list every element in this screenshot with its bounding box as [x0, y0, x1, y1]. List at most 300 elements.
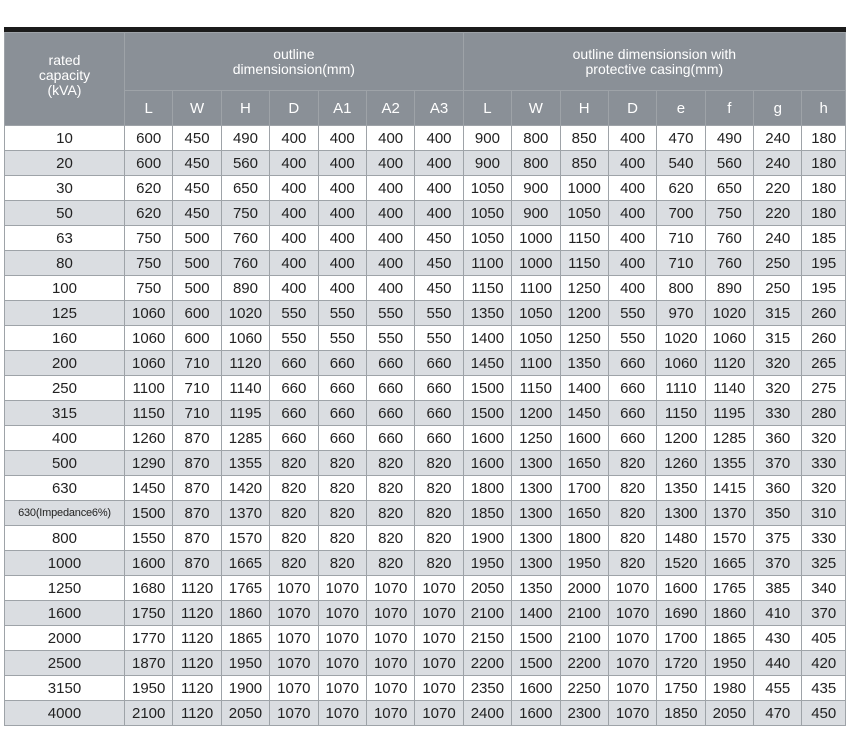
casing-dimension-cell: 820: [608, 501, 656, 526]
casing-dimension-cell: 900: [512, 201, 560, 226]
casing-dimension-cell: 1860: [705, 601, 753, 626]
outline-dimension-cell: 660: [318, 376, 366, 401]
outline-dimension-cell: 710: [173, 401, 221, 426]
casing-dimension-cell: 1800: [463, 476, 511, 501]
casing-dimension-cell: 250: [754, 251, 802, 276]
outline-dimension-cell: 660: [366, 376, 414, 401]
rated-capacity-cell: 50: [5, 201, 125, 226]
outline-dimension-cell: 400: [270, 226, 318, 251]
outline-dimension-cell: 870: [173, 451, 221, 476]
outline-dimension-cell: 1750: [124, 601, 172, 626]
casing-dimension-cell: 1350: [512, 576, 560, 601]
outline-dimension-cell: 1860: [221, 601, 269, 626]
casing-dimension-cell: 1450: [463, 351, 511, 376]
casing-dimension-cell: 240: [754, 126, 802, 151]
outline-dimension-cell: 1070: [366, 626, 414, 651]
table-row: [5, 426, 846, 451]
casing-dimension-cell: 1300: [512, 501, 560, 526]
casing-dimension-cell: 1150: [463, 276, 511, 301]
casing-dimension-cell: 435: [802, 676, 846, 701]
casing-dimension-cell: 1070: [608, 601, 656, 626]
rated-capacity-cell: 10: [5, 126, 125, 151]
outline-dimension-cell: 710: [173, 351, 221, 376]
casing-column-header: H: [560, 91, 608, 126]
casing-dimension-cell: 400: [608, 251, 656, 276]
casing-dimension-cell: 1450: [560, 401, 608, 426]
outline-dimension-cell: 760: [221, 251, 269, 276]
rated-capacity-cell: 250: [5, 376, 125, 401]
casing-dimension-cell: 1070: [608, 701, 656, 726]
casing-dimension-cell: 400: [608, 201, 656, 226]
casing-dimension-cell: 550: [608, 301, 656, 326]
casing-column-header: W: [512, 91, 560, 126]
outline-dimension-cell: 550: [270, 326, 318, 351]
outline-dimension-cell: 1070: [415, 576, 463, 601]
outline-dimension-cell: 1600: [124, 551, 172, 576]
casing-dimension-cell: 470: [657, 126, 705, 151]
outline-dimension-cell: 1120: [173, 626, 221, 651]
casing-dimension-cell: 1350: [463, 301, 511, 326]
outline-dimension-cell: 450: [415, 226, 463, 251]
casing-dimension-cell: 1750: [657, 676, 705, 701]
outline-dimension-cell: 660: [415, 401, 463, 426]
rated-capacity-cell: 3150: [5, 676, 125, 701]
outline-dimension-cell: 660: [415, 351, 463, 376]
casing-dimension-cell: 620: [657, 176, 705, 201]
casing-dimension-cell: 360: [754, 476, 802, 501]
casing-dimension-cell: 1050: [463, 201, 511, 226]
casing-dimension-cell: 180: [802, 151, 846, 176]
outline-dimension-cell: 1120: [173, 701, 221, 726]
table-row: [5, 601, 846, 626]
casing-dimension-cell: 2000: [560, 576, 608, 601]
casing-dimension-cell: 750: [705, 201, 753, 226]
outline-dimension-cell: 820: [318, 526, 366, 551]
outline-dimension-cell: 820: [366, 451, 414, 476]
outline-dimension-cell: 1870: [124, 651, 172, 676]
outline-dimension-cell: 660: [270, 351, 318, 376]
outline-dimension-cell: 820: [270, 501, 318, 526]
outline-dimension-cell: 820: [270, 476, 318, 501]
outline-dimension-cell: 400: [270, 151, 318, 176]
outline-column-header: A3: [415, 91, 463, 126]
casing-dimension-cell: 185: [802, 226, 846, 251]
casing-dimension-cell: 820: [608, 476, 656, 501]
casing-dimension-cell: 2250: [560, 676, 608, 701]
casing-dimension-cell: 430: [754, 626, 802, 651]
casing-dimension-cell: 1600: [463, 426, 511, 451]
outline-dimension-cell: 1070: [318, 676, 366, 701]
casing-dimension-cell: 1980: [705, 676, 753, 701]
outline-group-line: dimensionsion(mm): [232, 60, 355, 77]
outline-dimension-cell: 400: [366, 226, 414, 251]
outline-dimension-cell: 1070: [415, 601, 463, 626]
outline-dimension-cell: 1070: [366, 651, 414, 676]
casing-dimension-cell: 1050: [512, 326, 560, 351]
casing-dimension-cell: 450: [802, 701, 846, 726]
casing-dimension-cell: 1060: [657, 351, 705, 376]
outline-dimension-cell: 1770: [124, 626, 172, 651]
outline-dimension-cell: 1120: [173, 576, 221, 601]
outline-dimension-cell: 820: [318, 476, 366, 501]
casing-dimension-cell: 650: [705, 176, 753, 201]
outline-dimension-cell: 1900: [221, 676, 269, 701]
rated-capacity-cell: 20: [5, 151, 125, 176]
casing-dimension-cell: 260: [802, 301, 846, 326]
outline-dimension-cell: 400: [318, 201, 366, 226]
outline-dimension-cell: 1070: [270, 601, 318, 626]
outline-dimension-cell: 1070: [318, 701, 366, 726]
casing-dimension-cell: 400: [608, 226, 656, 251]
table-row: [5, 201, 846, 226]
table-row: [5, 526, 846, 551]
casing-dimension-cell: 820: [608, 551, 656, 576]
outline-dimension-cell: 2050: [221, 701, 269, 726]
casing-dimension-cell: 1500: [463, 401, 511, 426]
outline-dimension-cell: 1865: [221, 626, 269, 651]
casing-group-line: protective casing(mm): [585, 60, 724, 77]
rated-capacity-cell: 1250: [5, 576, 125, 601]
casing-dimension-cell: 400: [608, 151, 656, 176]
casing-column-header: f: [705, 91, 753, 126]
outline-dimension-cell: 490: [221, 126, 269, 151]
casing-dimension-cell: 275: [802, 376, 846, 401]
casing-dimension-cell: 1850: [657, 701, 705, 726]
casing-dimension-cell: 1850: [463, 501, 511, 526]
casing-dimension-cell: 410: [754, 601, 802, 626]
casing-dimension-cell: 1110: [657, 376, 705, 401]
casing-dimension-cell: 1050: [560, 201, 608, 226]
outline-dimension-cell: 400: [318, 276, 366, 301]
outline-dimension-cell: 550: [318, 301, 366, 326]
casing-dimension-cell: 1690: [657, 601, 705, 626]
rated-capacity-cell: 30: [5, 176, 125, 201]
outline-dimension-cell: 400: [415, 126, 463, 151]
casing-dimension-cell: 1370: [705, 501, 753, 526]
casing-dimension-cell: 1200: [512, 401, 560, 426]
outline-dimension-cell: 820: [415, 476, 463, 501]
outline-dimension-cell: 750: [124, 251, 172, 276]
table-row: [5, 276, 846, 301]
outline-dimension-cell: 820: [318, 551, 366, 576]
casing-dimension-cell: 850: [560, 151, 608, 176]
outline-dimension-cell: 1070: [270, 651, 318, 676]
casing-dimension-cell: 470: [754, 701, 802, 726]
outline-dimension-cell: 1070: [270, 576, 318, 601]
casing-dimension-cell: 700: [657, 201, 705, 226]
casing-dimension-cell: 310: [802, 501, 846, 526]
outline-dimension-cell: 1290: [124, 451, 172, 476]
table-row: [5, 401, 846, 426]
casing-dimension-cell: 370: [754, 451, 802, 476]
casing-dimension-cell: 1865: [705, 626, 753, 651]
rated-capacity-cell: 630: [5, 476, 125, 501]
casing-dimension-cell: 1400: [560, 376, 608, 401]
outline-dimension-cell: 450: [173, 151, 221, 176]
casing-dimension-cell: 1600: [463, 451, 511, 476]
outline-dimension-cell: 870: [173, 526, 221, 551]
rated-capacity-line: rated: [48, 52, 81, 68]
outline-column-header: H: [221, 91, 269, 126]
outline-dimension-cell: 1285: [221, 426, 269, 451]
outline-dimension-cell: 620: [124, 201, 172, 226]
outline-group-line: outline: [273, 45, 315, 62]
table-row: [5, 326, 846, 351]
rated-capacity-cell: 100: [5, 276, 125, 301]
outline-dimension-cell: 1070: [415, 701, 463, 726]
outline-dimension-cell: 750: [124, 276, 172, 301]
rated-capacity-cell: 400: [5, 426, 125, 451]
outline-dimension-cell: 400: [270, 251, 318, 276]
casing-dimension-cell: 1250: [560, 276, 608, 301]
outline-dimension-cell: 750: [221, 201, 269, 226]
casing-dimension-cell: 1150: [512, 376, 560, 401]
outline-dimension-cell: 450: [173, 201, 221, 226]
outline-dimension-cell: 660: [415, 376, 463, 401]
casing-dimension-cell: 660: [608, 376, 656, 401]
casing-group-line: outline dimensionsion with: [572, 45, 737, 62]
casing-dimension-cell: 550: [608, 326, 656, 351]
outline-dimension-cell: 400: [318, 251, 366, 276]
outline-dimension-cell: 600: [124, 126, 172, 151]
casing-dimension-cell: 195: [802, 276, 846, 301]
outline-dimension-cell: 400: [366, 276, 414, 301]
casing-dimension-cell: 760: [705, 226, 753, 251]
outline-dimension-cell: 1950: [124, 676, 172, 701]
rated-capacity-cell: 315: [5, 401, 125, 426]
outline-dimension-cell: 1260: [124, 426, 172, 451]
table-row: [5, 376, 846, 401]
table-row: [5, 676, 846, 701]
casing-dimension-cell: 405: [802, 626, 846, 651]
table-body: [5, 126, 846, 726]
outline-dimension-cell: 1150: [124, 401, 172, 426]
outline-dimension-cell: 870: [173, 426, 221, 451]
casing-dimension-cell: 1415: [705, 476, 753, 501]
casing-dimension-cell: 1150: [560, 226, 608, 251]
outline-dimension-cell: 820: [415, 451, 463, 476]
outline-dimension-cell: 870: [173, 551, 221, 576]
outline-dimension-cell: 1120: [173, 601, 221, 626]
casing-dimension-cell: 400: [608, 126, 656, 151]
outline-dimension-cell: 400: [366, 176, 414, 201]
casing-dimension-cell: 1950: [705, 651, 753, 676]
rated-capacity-cell: 630(Impedance6%): [5, 501, 125, 526]
casing-dimension-cell: 2350: [463, 676, 511, 701]
outline-dimension-cell: 400: [366, 201, 414, 226]
casing-dimension-cell: 420: [802, 651, 846, 676]
outline-dimension-cell: 1570: [221, 526, 269, 551]
table-row: [5, 501, 846, 526]
outline-dimension-cell: 550: [415, 326, 463, 351]
casing-dimension-cell: 1140: [705, 376, 753, 401]
rated-capacity-cell: 125: [5, 301, 125, 326]
outline-dimension-cell: 560: [221, 151, 269, 176]
casing-dimension-cell: 1070: [608, 651, 656, 676]
outline-dimension-cell: 660: [270, 401, 318, 426]
casing-dimension-cell: 850: [560, 126, 608, 151]
casing-dimension-cell: 385: [754, 576, 802, 601]
casing-dimension-cell: 2100: [560, 601, 608, 626]
outline-dimension-cell: 820: [318, 501, 366, 526]
outline-dimension-cell: 820: [366, 501, 414, 526]
outline-dimension-cell: 500: [173, 251, 221, 276]
casing-dimension-cell: 1600: [512, 701, 560, 726]
casing-dimension-cell: 280: [802, 401, 846, 426]
outline-dimension-cell: 400: [270, 201, 318, 226]
outline-dimension-cell: 1020: [221, 301, 269, 326]
outline-dimension-cell: 660: [318, 351, 366, 376]
casing-dimension-cell: 360: [754, 426, 802, 451]
outline-dimension-cell: 500: [173, 276, 221, 301]
casing-dimension-cell: 1070: [608, 576, 656, 601]
casing-dimension-group-header: [463, 33, 845, 91]
casing-dimension-cell: 1350: [657, 476, 705, 501]
casing-dimension-cell: 320: [754, 351, 802, 376]
outline-dimension-cell: 710: [173, 376, 221, 401]
casing-dimension-cell: 1300: [512, 451, 560, 476]
outline-dimension-cell: 400: [270, 176, 318, 201]
casing-dimension-cell: 1150: [657, 401, 705, 426]
casing-dimension-cell: 1100: [512, 276, 560, 301]
outline-dimension-cell: 660: [366, 351, 414, 376]
rated-capacity-cell: 4000: [5, 701, 125, 726]
casing-dimension-cell: 340: [802, 576, 846, 601]
rated-capacity-cell: 1000: [5, 551, 125, 576]
outline-dimension-cell: 820: [270, 551, 318, 576]
outline-dimension-cell: 400: [415, 176, 463, 201]
casing-dimension-cell: 1650: [560, 501, 608, 526]
outline-dimension-cell: 450: [173, 176, 221, 201]
casing-dimension-cell: 1050: [512, 301, 560, 326]
outline-dimension-cell: 400: [318, 126, 366, 151]
casing-dimension-cell: 890: [705, 276, 753, 301]
casing-dimension-cell: 1020: [657, 326, 705, 351]
outline-column-header: W: [173, 91, 221, 126]
rated-capacity-cell: 2500: [5, 651, 125, 676]
casing-dimension-cell: 710: [657, 251, 705, 276]
table-row: [5, 476, 846, 501]
outline-dimension-cell: 1060: [124, 301, 172, 326]
casing-dimension-cell: 710: [657, 226, 705, 251]
casing-dimension-cell: 1765: [705, 576, 753, 601]
outline-dimension-cell: 400: [318, 226, 366, 251]
casing-dimension-cell: 1260: [657, 451, 705, 476]
casing-dimension-cell: 560: [705, 151, 753, 176]
rated-capacity-cell: 200: [5, 351, 125, 376]
casing-dimension-cell: 260: [802, 326, 846, 351]
casing-dimension-cell: 180: [802, 176, 846, 201]
outline-dimension-group-header: [124, 33, 463, 91]
casing-dimension-cell: 1800: [560, 526, 608, 551]
outline-dimension-cell: 870: [173, 501, 221, 526]
outline-dimension-cell: 1070: [318, 601, 366, 626]
outline-dimension-cell: 1450: [124, 476, 172, 501]
table-row: [5, 626, 846, 651]
casing-dimension-cell: 1600: [657, 576, 705, 601]
casing-dimension-cell: 330: [802, 526, 846, 551]
casing-dimension-cell: 1100: [512, 351, 560, 376]
casing-dimension-cell: 800: [657, 276, 705, 301]
casing-dimension-cell: 1250: [512, 426, 560, 451]
outline-dimension-cell: 1950: [221, 651, 269, 676]
outline-dimension-cell: 750: [124, 226, 172, 251]
outline-dimension-cell: 660: [415, 426, 463, 451]
outline-dimension-cell: 820: [270, 526, 318, 551]
casing-dimension-cell: 1520: [657, 551, 705, 576]
outline-dimension-cell: 1070: [415, 651, 463, 676]
casing-dimension-cell: 1060: [705, 326, 753, 351]
outline-dimension-cell: 400: [270, 276, 318, 301]
outline-dimension-cell: 1070: [318, 576, 366, 601]
outline-dimension-cell: 1070: [415, 676, 463, 701]
casing-dimension-cell: 240: [754, 151, 802, 176]
rated-capacity-cell: 80: [5, 251, 125, 276]
outline-dimension-cell: 1765: [221, 576, 269, 601]
outline-dimension-cell: 1120: [173, 651, 221, 676]
outline-dimension-cell: 2100: [124, 701, 172, 726]
casing-dimension-cell: 1480: [657, 526, 705, 551]
outline-dimension-cell: 400: [415, 201, 463, 226]
outline-dimension-cell: 450: [173, 126, 221, 151]
outline-dimension-cell: 400: [366, 126, 414, 151]
outline-column-header: L: [124, 91, 172, 126]
table-row: [5, 301, 846, 326]
casing-column-header: D: [608, 91, 656, 126]
outline-dimension-cell: 450: [415, 276, 463, 301]
casing-dimension-cell: 820: [608, 526, 656, 551]
casing-dimension-cell: 220: [754, 176, 802, 201]
rated-capacity-cell: 2000: [5, 626, 125, 651]
casing-dimension-cell: 1500: [512, 651, 560, 676]
casing-dimension-cell: 2150: [463, 626, 511, 651]
rated-capacity-cell: 800: [5, 526, 125, 551]
outline-dimension-cell: 1070: [318, 651, 366, 676]
outline-dimension-cell: 1370: [221, 501, 269, 526]
casing-dimension-cell: 1300: [512, 551, 560, 576]
outline-dimension-cell: 1420: [221, 476, 269, 501]
casing-dimension-cell: 2050: [463, 576, 511, 601]
outline-dimension-cell: 1060: [124, 351, 172, 376]
outline-dimension-cell: 450: [415, 251, 463, 276]
casing-dimension-cell: 2050: [705, 701, 753, 726]
outline-dimension-cell: 870: [173, 476, 221, 501]
outline-dimension-cell: 400: [366, 151, 414, 176]
casing-dimension-cell: 660: [608, 401, 656, 426]
casing-dimension-cell: 2200: [463, 651, 511, 676]
casing-dimension-cell: 970: [657, 301, 705, 326]
casing-dimension-cell: 1950: [560, 551, 608, 576]
outline-dimension-cell: 1550: [124, 526, 172, 551]
outline-dimension-cell: 400: [415, 151, 463, 176]
casing-dimension-cell: 1250: [560, 326, 608, 351]
table-row: [5, 226, 846, 251]
column-header-row: [5, 91, 846, 126]
table-row: [5, 451, 846, 476]
casing-dimension-cell: 1000: [560, 176, 608, 201]
outline-dimension-cell: 1070: [270, 676, 318, 701]
casing-dimension-cell: 540: [657, 151, 705, 176]
casing-column-header: h: [802, 91, 846, 126]
casing-dimension-cell: 180: [802, 126, 846, 151]
casing-dimension-cell: 2400: [463, 701, 511, 726]
casing-dimension-cell: 250: [754, 276, 802, 301]
outline-dimension-cell: 1680: [124, 576, 172, 601]
outline-dimension-cell: 550: [366, 301, 414, 326]
outline-dimension-cell: 600: [173, 326, 221, 351]
outline-dimension-cell: 1070: [366, 601, 414, 626]
casing-dimension-cell: 1070: [608, 676, 656, 701]
